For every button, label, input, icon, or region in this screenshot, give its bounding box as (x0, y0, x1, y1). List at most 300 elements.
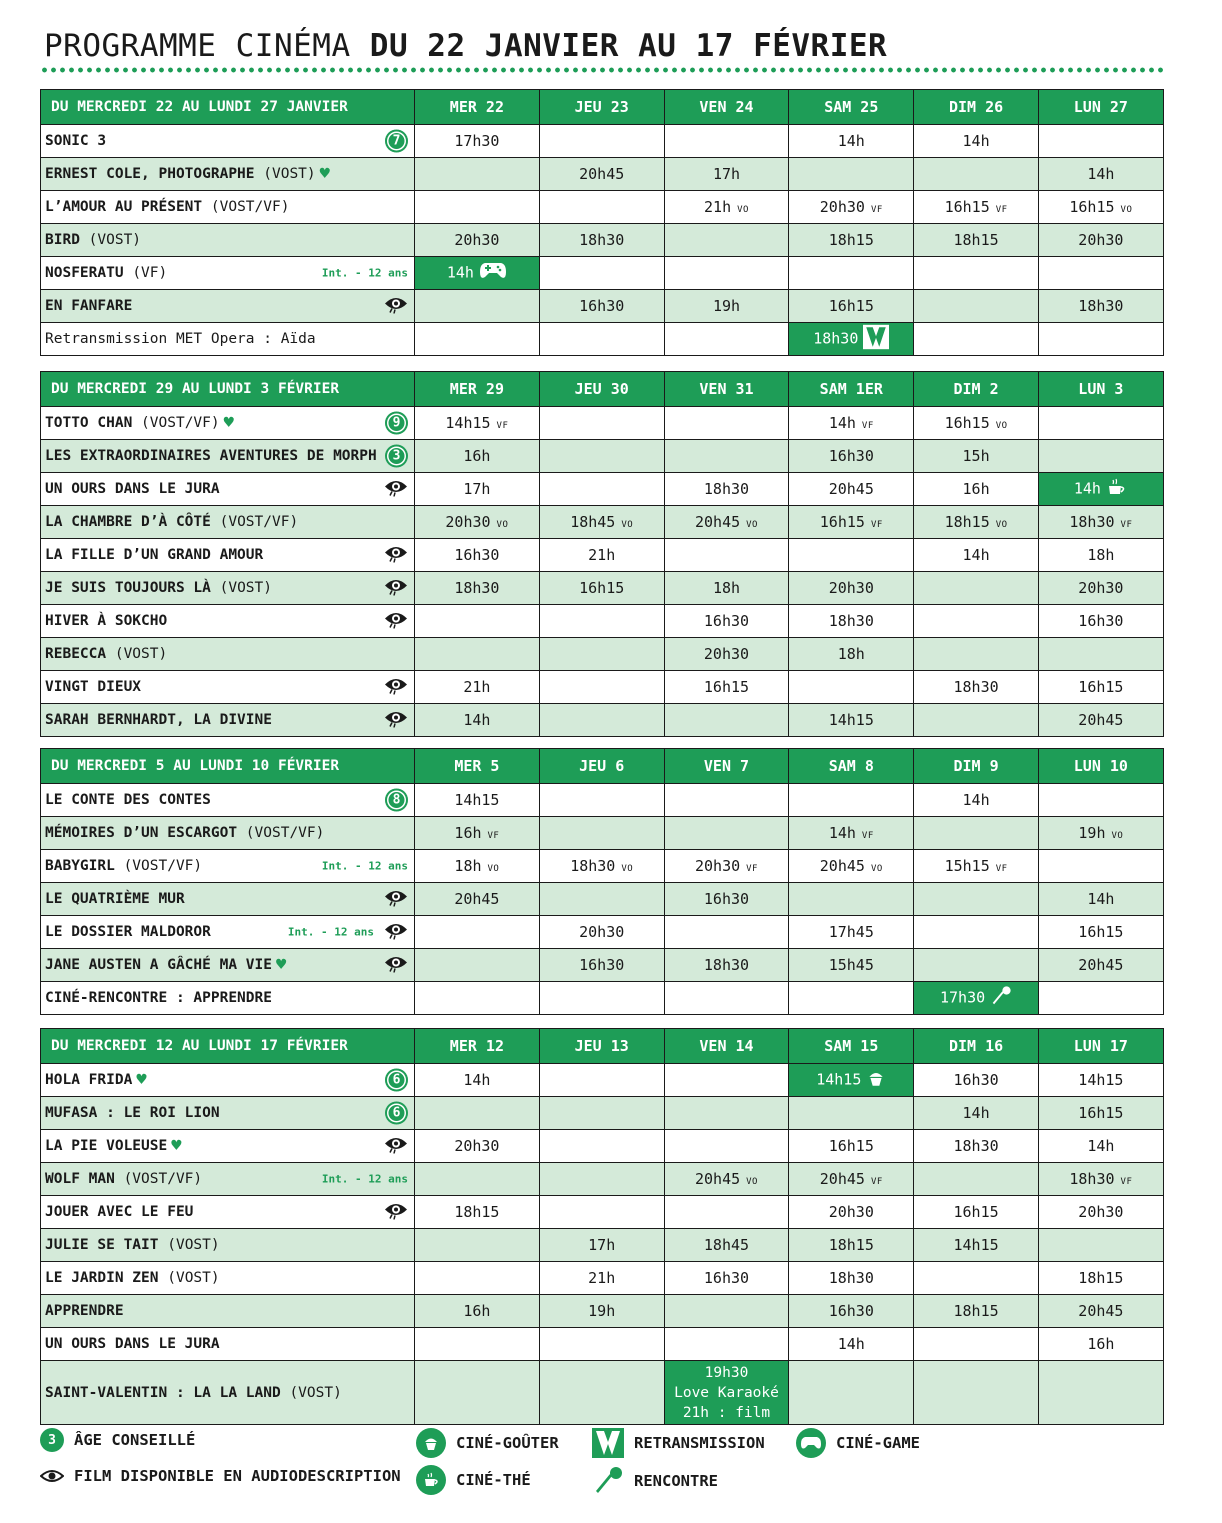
film-cell (41, 125, 415, 158)
showtime-cell (664, 407, 789, 440)
language-tag: VO (746, 1177, 758, 1187)
showtime-cell[interactable] (664, 883, 789, 916)
showtime-cell (415, 191, 540, 224)
film-cell (41, 982, 415, 1015)
film-version: (VOST) (167, 1270, 220, 1286)
showtime: 18h45 (570, 513, 616, 531)
showtime: 18h30 (703, 480, 750, 498)
showtime: 20h30 (828, 1203, 874, 1221)
showtime-cell[interactable] (664, 1229, 789, 1262)
showtime-cell[interactable] (664, 605, 789, 638)
film-cell (41, 704, 415, 737)
showtime-cell[interactable] (914, 224, 1039, 257)
showtime-cell[interactable] (789, 323, 914, 356)
showtime: 14h (962, 546, 990, 564)
film-cell (41, 784, 415, 817)
showtime-cell[interactable] (664, 506, 789, 539)
showtime: 16h15 (1069, 198, 1115, 216)
showtime-cell[interactable] (789, 1328, 914, 1361)
showtime-cell[interactable] (415, 817, 540, 850)
day-header: JEU 13 (539, 1029, 664, 1064)
showtime-cell (664, 916, 789, 949)
showtime: 20h45 (819, 1170, 865, 1188)
showtime-cell (789, 539, 914, 572)
language-tag: VO (1120, 205, 1133, 215)
showtime: 19h (588, 1302, 616, 1320)
showtime-cell[interactable] (789, 290, 914, 323)
showtime: 14h (962, 1104, 990, 1122)
audio-description-eye-icon (384, 477, 408, 502)
schedule-week-table (40, 371, 1164, 737)
showtime-cell[interactable] (415, 784, 540, 817)
showtime-cell (1038, 407, 1163, 440)
showtime: 20h45 (454, 890, 500, 908)
showtime-cell[interactable] (415, 407, 540, 440)
showtime-cell[interactable] (1038, 817, 1163, 850)
showtime-cell[interactable] (415, 473, 540, 506)
week-period-header: DU MERCREDI 29 AU LUNDI 3 FÉVRIER (41, 372, 415, 407)
film-row (41, 982, 1164, 1015)
showtime-cell (539, 323, 664, 356)
audio-description-eye-icon (384, 576, 408, 601)
showtime-cell[interactable] (415, 440, 540, 473)
showtime-cell (664, 440, 789, 473)
showtime-cell[interactable] (1038, 224, 1163, 257)
showtime-cell[interactable] (415, 125, 540, 158)
showtime-cell[interactable] (789, 506, 914, 539)
showtime-cell (914, 290, 1039, 323)
film-row (41, 638, 1164, 671)
film-version: (VOST/VF) (210, 199, 290, 215)
showtime-cell (1038, 1361, 1163, 1425)
showtime: 14h15 (454, 791, 500, 809)
showtime-cell[interactable] (539, 916, 664, 949)
showtime-cell[interactable] (1038, 1130, 1163, 1163)
showtime: 16h30 (579, 956, 625, 974)
week-period-header: DU MERCREDI 12 AU LUNDI 17 FÉVRIER (41, 1029, 415, 1064)
showtime-cell (914, 572, 1039, 605)
showtime: 16h30 (703, 890, 750, 908)
showtime-cell[interactable] (1038, 1196, 1163, 1229)
showtime-cell[interactable] (789, 224, 914, 257)
showtime: 18h30 (828, 1269, 874, 1287)
showtime: 14h15 (828, 711, 874, 729)
showtime-cell (539, 407, 664, 440)
showtime-cell[interactable] (914, 1196, 1039, 1229)
showtime-cell (415, 949, 540, 982)
showtime-cell[interactable] (664, 1163, 789, 1196)
film-cell (41, 158, 415, 191)
audio-description-eye-icon (384, 675, 408, 700)
showtime-cell[interactable] (789, 1196, 914, 1229)
film-cell (41, 473, 415, 506)
showtime-cell[interactable] (914, 1064, 1039, 1097)
showtime-cell[interactable] (1038, 605, 1163, 638)
showtime-cell (664, 1295, 789, 1328)
showtime-cell[interactable] (539, 850, 664, 883)
showtime-cell[interactable] (1038, 1064, 1163, 1097)
showtime-cell[interactable] (664, 949, 789, 982)
day-header: VEN 7 (664, 749, 789, 784)
showtime: 17h (712, 165, 741, 183)
showtime-cell (664, 323, 789, 356)
audio-description-eye-icon (384, 609, 408, 634)
film-row (41, 605, 1164, 638)
showtime-cell[interactable] (789, 1163, 914, 1196)
showtime-cell[interactable] (539, 949, 664, 982)
showtime-cell[interactable] (789, 605, 914, 638)
showtime: 20h30 (828, 579, 874, 597)
showtime-cell[interactable] (664, 473, 789, 506)
showtime-cell[interactable] (789, 638, 914, 671)
film-cell (41, 817, 415, 850)
showtime-cell (1038, 440, 1163, 473)
showtime-cell[interactable] (789, 125, 914, 158)
film-title: TOTTO CHAN (45, 415, 133, 431)
showtime-cell (789, 257, 914, 290)
showtime-cell[interactable] (789, 473, 914, 506)
language-tag: VO (870, 864, 883, 874)
showtime-cell[interactable] (415, 883, 540, 916)
showtime-cell[interactable] (415, 704, 540, 737)
showtime-cell (1038, 784, 1163, 817)
cupcake-icon (866, 1068, 886, 1092)
showtime: 16h15 (1078, 1104, 1124, 1122)
showtime-cell[interactable] (914, 473, 1039, 506)
showtime-cell[interactable] (1038, 290, 1163, 323)
showtime-cell[interactable] (1038, 883, 1163, 916)
day-header: DIM 26 (914, 90, 1039, 125)
showtime: 18h30 (454, 579, 500, 597)
showtime-cell[interactable] (914, 125, 1039, 158)
showtime-cell (415, 982, 540, 1015)
showtime-cell[interactable] (789, 572, 914, 605)
showtime-cell[interactable] (539, 539, 664, 572)
showtime: 18h30 (703, 956, 750, 974)
showtime-cell (539, 704, 664, 737)
showtime-cell[interactable] (914, 784, 1039, 817)
showtime: 16h (463, 447, 491, 465)
game-controller-icon (796, 1428, 826, 1458)
showtime-cell[interactable] (1038, 191, 1163, 224)
showtime-cell[interactable] (914, 671, 1039, 704)
showtime-cell[interactable] (914, 506, 1039, 539)
film-row (41, 1163, 1164, 1196)
showtime-cell (789, 982, 914, 1015)
showtime-cell[interactable] (1038, 572, 1163, 605)
showtime-cell[interactable] (789, 1229, 914, 1262)
showtime: 16h (962, 480, 990, 498)
showtime-cell (664, 257, 789, 290)
showtime-cell[interactable] (789, 1295, 914, 1328)
showtime: 16h30 (454, 546, 500, 564)
showtime-cell (789, 784, 914, 817)
showtime-cell[interactable] (789, 704, 914, 737)
film-version: (VOST/VF) (219, 514, 299, 530)
heart-icon: ♥ (275, 955, 287, 975)
showtime: 20h45 (694, 513, 741, 531)
showtime-cell (664, 1097, 789, 1130)
film-cell (41, 671, 415, 704)
showtime: 20h45 (819, 857, 865, 875)
showtime-cell[interactable] (789, 440, 914, 473)
audio-description-eye-icon (384, 708, 408, 733)
heart-icon: ♥ (171, 1136, 182, 1156)
showtime-cell[interactable] (1038, 671, 1163, 704)
showtime-cell[interactable] (914, 982, 1039, 1015)
film-cell (41, 1328, 415, 1361)
showtime-cell[interactable] (664, 1361, 789, 1425)
showtime-cell[interactable] (789, 916, 914, 949)
showtime: 18h30 (1069, 513, 1115, 531)
showtime-cell[interactable] (415, 506, 540, 539)
language-tag: VF (861, 831, 874, 841)
showtime: 18h (712, 579, 741, 597)
showtime-cell[interactable] (789, 850, 914, 883)
film-row (41, 784, 1164, 817)
showtime-cell (1038, 1229, 1163, 1262)
film-title: JULIE SE TAIT (45, 1237, 159, 1253)
day-header: LUN 10 (1038, 749, 1163, 784)
showtime-cell[interactable] (914, 1229, 1039, 1262)
showtime-cell[interactable] (789, 191, 914, 224)
legend-audio-label: FILM DISPONIBLE EN AUDIODESCRIPTION (74, 1467, 401, 1485)
showtime: 20h45 (1078, 956, 1124, 974)
showtime-cell[interactable] (539, 506, 664, 539)
showtime-cell[interactable] (1038, 506, 1163, 539)
showtime-cell[interactable] (1038, 1262, 1163, 1295)
showtime: 14h15 (953, 1236, 999, 1254)
film-cell (41, 883, 415, 916)
showtime-cell[interactable] (1038, 539, 1163, 572)
film-row (41, 1361, 1164, 1425)
film-title: L’AMOUR AU PRÉSENT (45, 199, 203, 215)
day-header: VEN 31 (664, 372, 789, 407)
showtime-cell (664, 1196, 789, 1229)
showtime-cell[interactable] (1038, 949, 1163, 982)
age-badge-icon: 3 (385, 445, 408, 468)
showtime: 18h15 (944, 513, 990, 531)
showtime-cell[interactable] (914, 407, 1039, 440)
showtime: 16h30 (1078, 612, 1124, 630)
film-cell (41, 407, 415, 440)
showtime-cell (914, 1262, 1039, 1295)
showtime-cell[interactable] (789, 1262, 914, 1295)
film-version: (VOST) (114, 646, 168, 662)
film-title: WOLF MAN (45, 1171, 115, 1187)
showtime: 16h15 (819, 513, 865, 531)
day-header: MER 5 (415, 749, 540, 784)
legend-rencontre-label: RENCONTRE (634, 1472, 718, 1490)
showtime-cell (415, 323, 540, 356)
showtime-cell[interactable] (914, 850, 1039, 883)
film-row (41, 817, 1164, 850)
showtime-cell (1038, 982, 1163, 1015)
showtime-cell (789, 1361, 914, 1425)
showtime-cell[interactable] (1038, 1097, 1163, 1130)
showtime-cell[interactable] (914, 1295, 1039, 1328)
showtime-cell[interactable] (539, 1295, 664, 1328)
showtime-cell[interactable] (539, 1229, 664, 1262)
showtime: 16h15 (579, 579, 625, 597)
film-title: LA PIE VOLEUSE (45, 1138, 168, 1154)
showtime-cell[interactable] (539, 572, 664, 605)
showtime: 20h45 (579, 165, 625, 183)
showtime-cell[interactable] (664, 191, 789, 224)
schedule-week-table (40, 748, 1164, 1015)
showtime-cell[interactable] (1038, 1295, 1163, 1328)
showtime-cell (914, 817, 1039, 850)
film-row (41, 407, 1164, 440)
showtime-cell[interactable] (664, 638, 789, 671)
showtime: 19h (712, 297, 741, 315)
showtime-cell (914, 704, 1039, 737)
film-cell (41, 572, 415, 605)
showtime-cell[interactable] (664, 1262, 789, 1295)
showtime: 18h (837, 645, 865, 663)
film-cell (41, 191, 415, 224)
showtime-cell[interactable] (539, 290, 664, 323)
showtime-cell[interactable] (415, 572, 540, 605)
showtime: 14h (463, 1071, 491, 1089)
showtime-cell[interactable] (415, 1295, 540, 1328)
showtime: 16h30 (828, 1302, 874, 1320)
heart-icon: ♥ (136, 1070, 147, 1090)
film-title: CINÉ-RENCONTRE : APPRENDRE (45, 990, 272, 1006)
showtime-cell[interactable] (789, 407, 914, 440)
showtime: 20h30 (1078, 1203, 1124, 1221)
showtime-cell[interactable] (914, 539, 1039, 572)
showtime: 18h15 (1078, 1269, 1124, 1287)
showtime-cell[interactable] (539, 1262, 664, 1295)
film-title: JE SUIS TOUJOURS LÀ (45, 580, 211, 596)
film-version: (VOST) (289, 1384, 342, 1401)
showtime-cell[interactable] (789, 1064, 914, 1097)
showtime-cell[interactable] (664, 572, 789, 605)
film-cell (41, 1361, 415, 1425)
showtime: 21h (588, 1269, 616, 1287)
showtime: 14h (828, 414, 856, 432)
showtime-cell (664, 982, 789, 1015)
showtime-cell (664, 1328, 789, 1361)
showtime-cell[interactable] (415, 224, 540, 257)
showtime-cell[interactable] (914, 191, 1039, 224)
showtime-cell[interactable] (1038, 1328, 1163, 1361)
film-row (41, 850, 1164, 883)
showtime-cell[interactable] (664, 850, 789, 883)
showtime-cell[interactable] (789, 1130, 914, 1163)
film-cell (41, 1196, 415, 1229)
film-title: LE JARDIN ZEN (45, 1270, 159, 1286)
showtime-cell[interactable] (415, 850, 540, 883)
film-cell (41, 949, 415, 982)
legend-audio (40, 1467, 401, 1485)
film-title: SARAH BERNHARDT, LA DIVINE (45, 712, 272, 728)
showtime-cell[interactable] (789, 949, 914, 982)
film-row (41, 1328, 1164, 1361)
showtime: 16h (454, 824, 482, 842)
language-tag: VO (995, 421, 1008, 431)
showtime-cell[interactable] (415, 539, 540, 572)
legend-game-label: CINÉ-GAME (836, 1434, 920, 1452)
language-tag: VO (746, 520, 758, 530)
showtime-cell (664, 125, 789, 158)
film-title: LES EXTRAORDINAIRES AVENTURES DE MORPH (45, 448, 377, 464)
age-restriction-label: Int. - 12 ans (321, 266, 408, 280)
showtime-cell (539, 191, 664, 224)
showtime: 14h (828, 824, 856, 842)
showtime-cell[interactable] (1038, 916, 1163, 949)
showtime: 20h30 (579, 923, 625, 941)
showtime-cell (914, 883, 1039, 916)
showtime-cell (539, 1097, 664, 1130)
showtime-cell (415, 1097, 540, 1130)
showtime-cell[interactable] (1038, 1163, 1163, 1196)
showtime-cell[interactable] (539, 224, 664, 257)
language-tag: VF (1120, 1177, 1133, 1187)
day-header: SAM 25 (789, 90, 914, 125)
showtime-cell[interactable] (914, 440, 1039, 473)
film-row (41, 257, 1164, 290)
age-restriction-label: Int. - 12 ans (287, 925, 374, 939)
showtime: 16h15 (1078, 678, 1124, 696)
showtime-cell[interactable] (914, 1097, 1039, 1130)
microphone-icon (990, 984, 1012, 1012)
showtime: 18h30 (570, 857, 616, 875)
showtime-cell[interactable] (664, 158, 789, 191)
showtime: 16h15 (828, 1137, 874, 1155)
language-tag: VO (1111, 831, 1124, 841)
showtime-cell (539, 125, 664, 158)
showtime-cell[interactable] (415, 1196, 540, 1229)
showtime-cell[interactable] (1038, 473, 1163, 506)
showtime-cell (914, 605, 1039, 638)
language-tag: VO (621, 864, 634, 874)
showtime: 20h45 (694, 1170, 741, 1188)
showtime-cell[interactable] (539, 158, 664, 191)
showtime-cell (415, 1328, 540, 1361)
film-cell (41, 1229, 415, 1262)
showtime-cell[interactable] (415, 671, 540, 704)
showtime-cell (1038, 257, 1163, 290)
showtime: 14h (463, 711, 491, 729)
showtime: 18h45 (703, 1236, 750, 1254)
showtime-cell[interactable] (1038, 158, 1163, 191)
film-cell (41, 1295, 415, 1328)
showtime: 16h15 (953, 1203, 999, 1221)
showtime-cell[interactable] (664, 671, 789, 704)
showtime-cell[interactable] (914, 1130, 1039, 1163)
showtime: 15h15 (944, 857, 990, 875)
showtime-cell[interactable] (415, 1130, 540, 1163)
showtime-cell[interactable] (789, 817, 914, 850)
audio-description-eye-icon (384, 294, 408, 319)
week-period-header: DU MERCREDI 22 AU LUNDI 27 JANVIER (41, 90, 415, 125)
showtime-cell[interactable] (415, 1064, 540, 1097)
legend-the (416, 1465, 531, 1495)
showtime: 19h (1078, 824, 1106, 842)
showtime-cell[interactable] (1038, 704, 1163, 737)
showtime-cell[interactable] (664, 290, 789, 323)
film-title: UN OURS DANS LE JURA (45, 481, 220, 497)
showtime-cell (1038, 638, 1163, 671)
showtime-cell[interactable] (415, 257, 540, 290)
audio-description-eye-icon (384, 543, 408, 568)
film-title: APPRENDRE (45, 1303, 124, 1319)
film-title: JANE AUSTEN A GÂCHÉ MA VIE (45, 957, 272, 973)
legend-game (796, 1428, 920, 1458)
film-row (41, 1064, 1164, 1097)
